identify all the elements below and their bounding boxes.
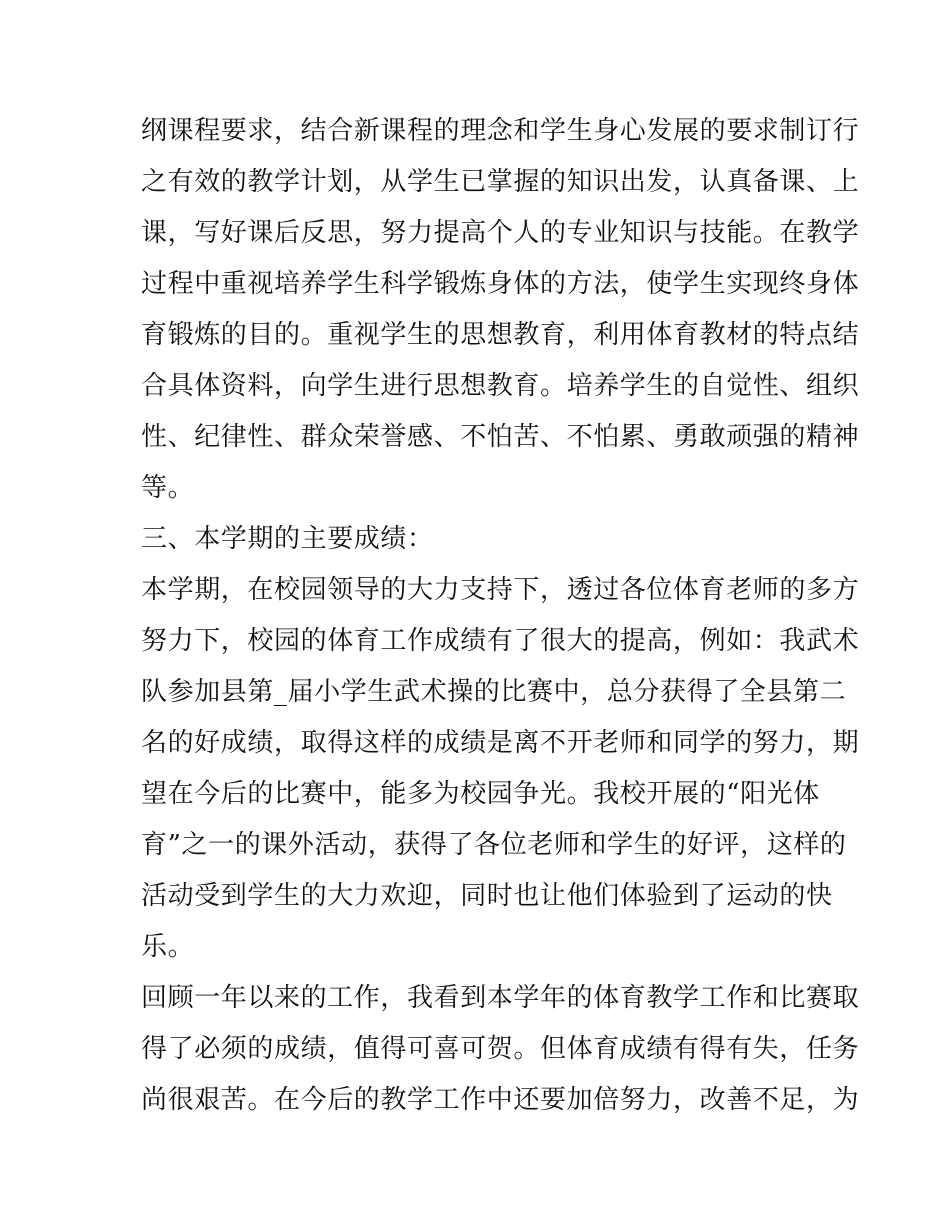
text-line: 活动受到学生的大力欢迎，同时也让他们体验到了运动的快 <box>141 881 833 911</box>
text-line: 合具体资料，向学生进行思想教育。培养学生的自觉性、组织 <box>141 371 860 401</box>
text-line: 课，写好课后反思，努力提高个人的专业知识与技能。在教学 <box>141 218 860 248</box>
text-line: 得了必须的成绩，值得可喜可贺。但体育成绩有得有失，任务 <box>141 1034 860 1064</box>
text-line: 乐。 <box>141 932 195 962</box>
text-line: 队参加县第_届小学生武术操的比赛中，总分获得了全县第二 <box>141 677 847 707</box>
text-line: 之有效的教学计划，从学生已掌握的知识出发，认真备课、上 <box>141 167 860 197</box>
text-line: 性、纪律性、群众荣誉感、不怕苦、不怕累、勇敢顽强的精神 <box>141 422 860 452</box>
text-line: 过程中重视培养学生科学锻炼身体的方法，使学生实现终身体 <box>141 269 860 299</box>
text-line: 尚很艰苦。在今后的教学工作中还要加倍努力，改善不足，为 <box>141 1085 860 1115</box>
body-text <box>141 106 860 1126</box>
text-line: 回顾一年以来的工作，我看到本学年的体育教学工作和比赛取 <box>141 983 860 1013</box>
text-line: 纲课程要求，结合新课程的理念和学生身心发展的要求制订行 <box>141 116 860 146</box>
section-heading: 三、本学期的主要成绩： <box>141 524 434 554</box>
text-line: 本学期，在校园领导的大力支持下，透过各位体育老师的多方 <box>141 575 860 605</box>
text-line: 育”之一的课外活动，获得了各位老师和学生的好评，这样的 <box>141 830 847 860</box>
text-line: 望在今后的比赛中，能多为校园争光。我校开展的“阳光体 <box>141 779 820 809</box>
text-line: 等。 <box>141 473 195 503</box>
text-line: 努力下，校园的体育工作成绩有了很大的提高，例如：我武术 <box>141 626 860 656</box>
text-line: 育锻炼的目的。重视学生的思想教育，利用体育教材的特点结 <box>141 320 860 350</box>
text-line: 名的好成绩，取得这样的成绩是离不开老师和同学的努力，期 <box>141 728 860 758</box>
